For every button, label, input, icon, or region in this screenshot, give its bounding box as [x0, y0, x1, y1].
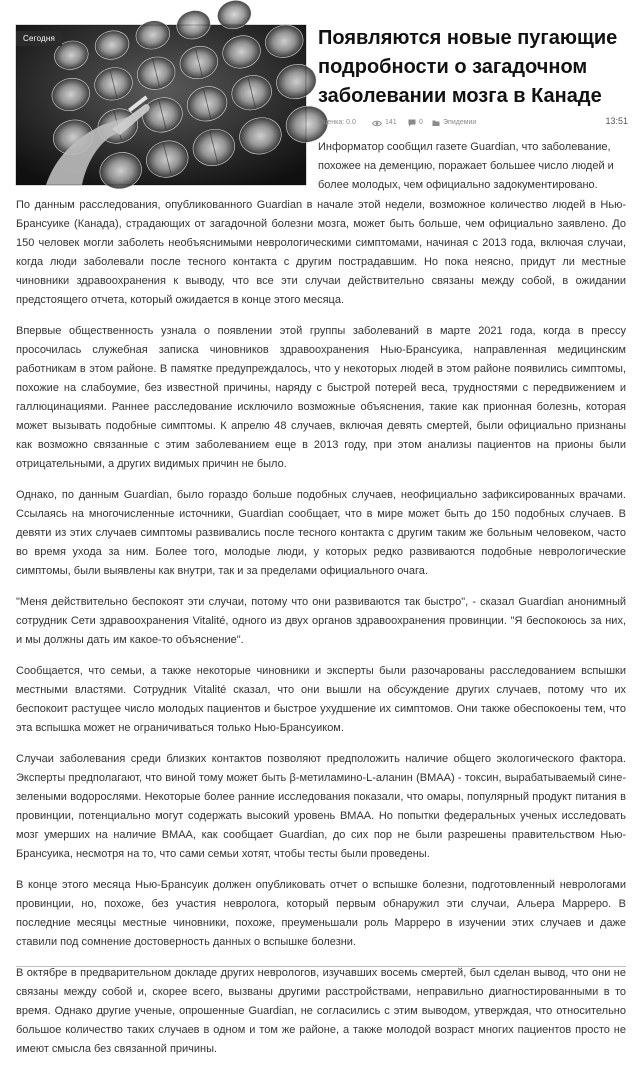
category[interactable]: [432, 118, 476, 128]
article-paragraph: По данным расследования, опубликованного Guardian в начале этой недели, возможное количество людей в Нью-Брансуике (Канада), страдающих от загадочной болезни мозга, может быть больше, чем официально заявлено. До 150 человек могли заболеть необъяснимыми неврологическими симптомами, начиная с 2013 года, включая случаи, когда люди заболевали после тесного контакта с другим пострадавшим. Но пока неясно, придут ли местные чиновники здравоохранения к выводу, что все эти случаи действительно связаны между собой, в ожидании предстоящего отчета, который ожидается в конце этого месяца.: [16, 199, 626, 306]
rating-text: Оценка: 0.0: [318, 119, 356, 126]
article-paragraph: Однако, по данным Guardian, было гораздо больше подобных случаев, неофициально зафиксированных врачами. Ссылаясь на многочисленные источники, Guardian сообщает, что в мире может быть до 150 подобных случаев. В девяти из этих случаев симптомы развивались после тесного контакта с другим таким же больным человеком, часто во время ухода за ним. Более того, молодые люди, у которых редко развиваются подобные неврологические симптомы, были выявлены как внутри, так и за пределами официального очага.: [16, 489, 626, 577]
comment-icon: [408, 119, 416, 127]
article-hero-image[interactable]: [16, 25, 306, 185]
article-paragraph: В октябре в предварительном докладе других неврологов, изучавших восемь смертей, был сделан вывод, что они не связаны между собой и, скорее всего, вызваны другими расстройствами, неправильно диагностированными в то время. Однако другие ученые, опрошенные Guardian, не согласились с этим выводом, утверждая, что относительно большое количество таких случаев в одном и том же районе, а также молодой возраст многих пациентов просто не имеют смысла без связанной причины.: [16, 967, 626, 1055]
publish-time: 13:51: [605, 116, 628, 126]
rating: [318, 118, 356, 128]
article-paragraph: Сообщается, что семьи, а также некоторые чиновники и эксперты были разочарованы расследованием вспышки местными властями. Сотрудник Vitalité сказал, что они вышли на обсуждение других случаев, потому что их беспокоит растущее число молодых пациентов и быстрое ухудшение их симптомов. Они также обеспокоены тем, что эта вспышка может не ограничиваться только Нью-Брансуиком.: [16, 665, 626, 734]
article-body: [16, 196, 626, 1071]
today-badge: Сегодня: [16, 31, 62, 46]
comments-value: 0: [419, 119, 423, 126]
category-link[interactable]: Эпидемии: [443, 119, 477, 126]
views-count: [372, 118, 397, 128]
views-value: 141: [385, 119, 397, 126]
folder-icon: [432, 119, 440, 127]
article-paragraph: Случаи заболевания среди близких контактов позволяют предположить наличие общего экологического фактора. Эксперты предполагают, что виной тому может быть β-метиламино-L-аланин (BMAA) - токсин, вырабатываемый сине-зелеными водорослями. Некоторые более ранние исследования показали, что омары, популярный продукт питания в провинции, потенциально могут содержать высокий уровень BMAA. Но попытки федеральных ученых исследовать мозг умерших на наличие BMAA, как сообщает Guardian, до сих пор не были разрешены правительством Нью-Брансуика, несмотря на то, что сами семьи хотят, чтобы тесты были проведены.: [16, 753, 626, 860]
eye-icon: [372, 120, 382, 127]
brain-scan-image: [16, 25, 306, 185]
article-title: Появляются новые пугающие подробности о загадочном заболевании мозга в Канаде: [318, 27, 618, 107]
bottom-divider: [16, 966, 626, 967]
article-meta: [318, 118, 628, 132]
article-lead: Информатор сообщил газете Guardian, что заболевание, похожее на деменцию, поражает большее число людей и более молодых, чем официально задокументировано.: [318, 141, 614, 191]
article-paragraph: В конце этого месяца Нью-Брансуик должен опубликовать отчет о вспышке болезни, подготовленный неврологами провинции, но, похоже, без участия невролога, который первым обнаружил эти случаи, Альера Марреро. В последние месяцы местные чиновники, похоже, преуменьшали роль Марреро в изучении этих случаев и даже ставили под сомнение достоверность данных о вспышке болезни.: [16, 879, 626, 948]
comments-count[interactable]: [408, 118, 423, 128]
article-paragraph: Впервые общественность узнала о появлении этой группы заболеваний в марте 2021 года, когда в прессу просочилась служебная записка чиновников здравоохранения Нью-Брансуика, направленная медицинским работникам в этом районе. В памятке предупреждалось, что у некоторых людей в этом районе появились симптомы, похожие на слабоумие, без известной причины, наряду с быстрой потерей веса, трудностями с передвижением и галлюцинациями. Раннее расследование исключило возможные объяснения, такие как прионная болезнь, которая может вызывать подобные симптомы. К апрелю 48 случаев, включая девять смертей, были официально признаны как возможно связанные с этим заболеванием еще в 2013 году, при этом анализы пациентов на прионы были отрицательными, а других видимых причин не было.: [16, 325, 626, 470]
article-paragraph: "Меня действительно беспокоят эти случаи, потому что они развиваются так быстро", - сказал Guardian анонимный сотрудник Сети здравоохранения Vitalité, одного из двух органов здравоохранения провинции. "Я беспокоюсь за них, и мы должны дать им какое-то объяснение".: [16, 596, 626, 646]
